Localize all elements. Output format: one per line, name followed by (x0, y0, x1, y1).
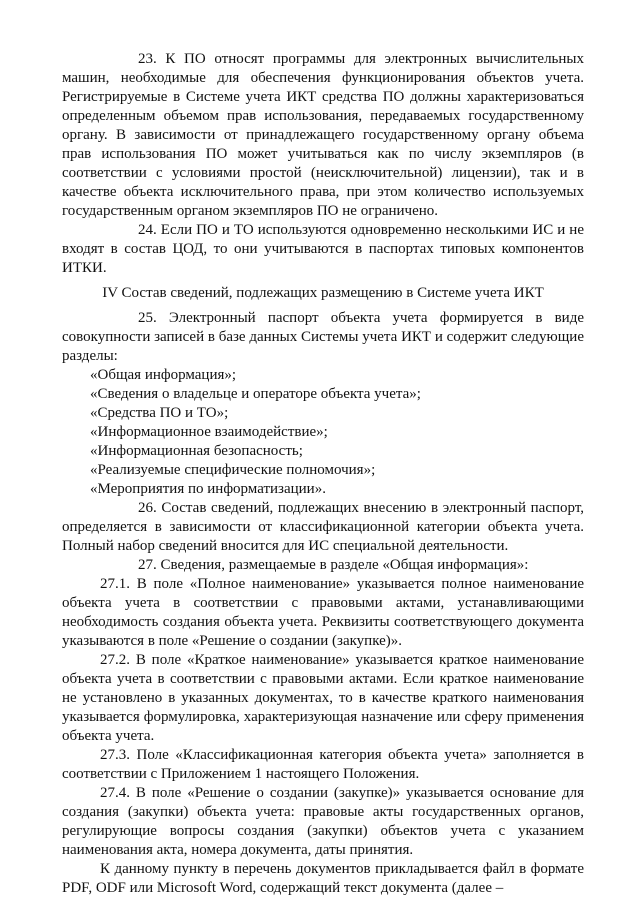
paragraph-27-3: 27.3. Поле «Классификационная категория объекта учета» заполняется в соответствии с Приложением 1 настоящего Положения. (62, 747, 584, 782)
paragraph-number: 27. (138, 557, 157, 573)
paragraph-text: Если ПО и ТО используются одновременно несколькими ИС и не входят в состав ЦОД, то они учитываются в паспортах типовых компонентов ИТКИ. (62, 222, 584, 276)
section-heading: IV Состав сведений, подлежащих размещению в Системе учета ИКТ (102, 285, 544, 301)
list-item: «Реализуемые специфические полномочия»; (90, 462, 376, 478)
paragraph-27 (62, 556, 584, 575)
list-item: «Средства ПО и ТО»; (90, 405, 229, 421)
paragraph-attachment: К данному пункту в перечень документов прикладывается файл в формате PDF, ODF или Microsoft Word, содержащий текст документа (далее – (62, 861, 584, 896)
paragraph-text: Сведения, размещаемые в разделе «Общая информация»: (160, 557, 529, 573)
list-item: «Информационное взаимодействие»; (90, 424, 328, 440)
list-item: «Мероприятия по информатизации». (90, 481, 326, 497)
list-item: «Общая информация»; (90, 367, 237, 383)
list-item: «Информационная безопасность; (90, 443, 303, 459)
document-body (62, 50, 584, 898)
paragraph-26 (62, 499, 584, 556)
paragraph-27-4: 27.4. В поле «Решение о создании (закупке)» указывается основание для создания (закупки) объекта учета: правовые акты государственных органов, регулирующие вопросы создания (закупки) объектов учета с указанием наименования акта, номера документа, даты принятия. (62, 785, 584, 858)
paragraph-text: К ПО относят программы для электронных вычислительных машин, необходимые для обеспечения функционирования объектов учета. Регистрируемые в Системе учета ИКТ средства ПО должны характеризоваться определенным объемом прав использования, передаваемых государственному органу. В зависимости от принадлежащего государственному органу объема прав использования ПО может учитываться как по числу экземпляров (в соответствии с условиями простой (неисключительной) лицензии), так и в качестве объекта исключительного права, при этом количество используемых государственным органом экземпляров ПО не ограничено. (62, 51, 584, 219)
paragraph-23 (62, 50, 584, 221)
paragraph-27-1: 27.1. В поле «Полное наименование» указывается полное наименование объекта учета в соответствии с правовыми актами, устанавливающими необходимость создания объекта учета. Реквизиты соответствующего документа указываются в поле «Решение о создании (закупке)». (62, 576, 584, 649)
paragraph-number: 26. (138, 500, 157, 516)
paragraph-text: Электронный паспорт объекта учета формируется в виде совокупности записей в базе данных Системы учета ИКТ и содержит следующие разделы: (62, 310, 584, 364)
paragraph-number: 25. (138, 310, 157, 326)
paragraph-24 (62, 221, 584, 278)
paragraph-number: 24. (138, 222, 157, 238)
paragraph-number: 23. (138, 51, 157, 67)
list-item: «Сведения о владельце и операторе объекта учета»; (90, 386, 421, 402)
paragraph-27-2: 27.2. В поле «Краткое наименование» указывается краткое наименование объекта учета в соответствии с правовыми актами. Если краткое наименование не установлено в указанных документах, то в качестве краткого наименования указывается формулировка, характеризующая назначение или сферу применения объекта учета. (62, 652, 584, 744)
paragraph-text: Состав сведений, подлежащих внесению в электронный паспорт, определяется в зависимости от классификационной категории объекта учета. Полный набор сведений вносится для ИС специальной деятельности. (62, 500, 585, 554)
paragraph-25 (62, 309, 584, 366)
